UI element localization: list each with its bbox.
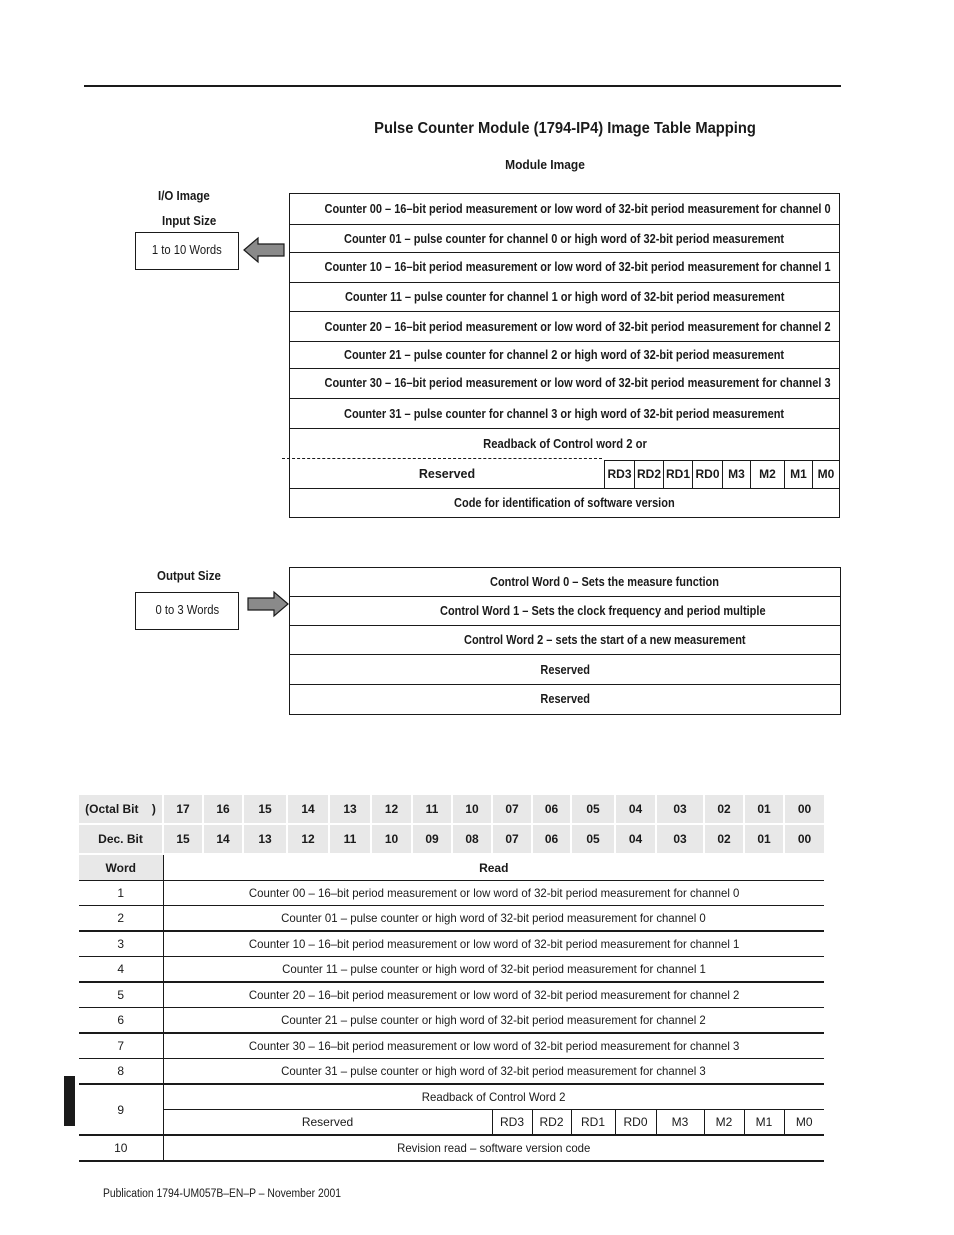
dec-bit: 05 — [571, 824, 615, 854]
top-rule — [84, 85, 841, 87]
bit-cell: M2 — [704, 1110, 744, 1136]
octal-bit: 05 — [571, 795, 615, 824]
input-size-value: 1 to 10 Words — [152, 243, 222, 257]
word-number: 9 — [79, 1084, 163, 1135]
table-row — [79, 1110, 824, 1136]
octal-bit: 07 — [492, 795, 532, 824]
word-number: 8 — [79, 1059, 163, 1085]
word-number: 2 — [79, 906, 163, 932]
word-description: Revision read – software version code — [163, 1135, 824, 1161]
dec-bit: 14 — [203, 824, 243, 854]
word-number: 3 — [79, 931, 163, 957]
dec-bit: 06 — [532, 824, 571, 854]
octal-bit: 14 — [287, 795, 329, 824]
readback-row — [290, 429, 839, 489]
bit-m2: M2 — [750, 460, 784, 488]
word-label: Word — [79, 854, 163, 881]
dashed-divider — [282, 458, 602, 459]
word-number: 4 — [79, 957, 163, 983]
octal-bit: 03 — [656, 795, 704, 824]
dec-bit-label: Dec. Bit — [79, 824, 163, 854]
bit-cell: RD1 — [571, 1110, 615, 1136]
output-size-box — [135, 592, 239, 630]
bit-m3: M3 — [722, 460, 750, 488]
word-number: 7 — [79, 1033, 163, 1059]
arrow-left-icon — [242, 236, 286, 264]
octal-bit: 01 — [744, 795, 784, 824]
output-image-table — [289, 567, 841, 715]
octal-bit: 13 — [329, 795, 371, 824]
bit-rd2: RD2 — [634, 460, 663, 488]
page-title: Pulse Counter Module (1794-IP4) Image Table Mapping — [374, 120, 756, 137]
dec-bit-row — [79, 824, 824, 854]
output-row-5: Reserved — [540, 692, 590, 706]
dec-bit: 00 — [784, 824, 824, 854]
word-description: Readback of Control Word 2 — [163, 1084, 824, 1110]
word-description: Counter 00 – 16–bit period measurement or low word of 32-bit period measurement for channel 0 — [163, 881, 824, 906]
dec-bit: 13 — [243, 824, 287, 854]
input-size-label: Input Size — [162, 214, 217, 228]
input-row-3: Counter 10 – 16–bit period measurement or low word of 32-bit period measurement for channel 1 — [290, 253, 839, 283]
input-row-5: Counter 20 – 16–bit period measurement or low word of 32-bit period measurement for channel 2 — [290, 312, 839, 342]
reserved-label: Reserved — [418, 467, 476, 481]
octal-bit: 00 — [784, 795, 824, 824]
bit-cell: M3 — [656, 1110, 704, 1136]
octal-bit: 12 — [371, 795, 412, 824]
octal-bit-row — [79, 795, 824, 824]
output-row-3: Control Word 2 – sets the start of a new measurement — [290, 626, 840, 655]
bit-m0: M0 — [812, 460, 839, 488]
read-label: Read — [163, 854, 824, 881]
table-row — [79, 957, 824, 983]
dec-bit: 08 — [452, 824, 492, 854]
output-row-4: Reserved — [290, 655, 840, 685]
dec-bit: 01 — [744, 824, 784, 854]
table-row — [79, 906, 824, 932]
dec-bit: 07 — [492, 824, 532, 854]
bit-cell: RD3 — [492, 1110, 532, 1136]
input-row-6: Counter 21 – pulse counter for channel 2 or high word of 32-bit period measurement — [290, 342, 839, 369]
bit-rd1: RD1 — [663, 460, 692, 488]
word-description: Counter 10 – 16–bit period measurement or low word of 32-bit period measurement for channel 1 — [163, 931, 824, 957]
table-row — [79, 881, 824, 906]
output-size-value: 0 to 3 Words — [155, 603, 219, 617]
word-description: Counter 01 – pulse counter or high word of 32-bit period measurement for channel 0 — [163, 906, 824, 932]
input-image-table — [289, 193, 840, 518]
table-row — [79, 1008, 824, 1034]
dec-bit: 11 — [329, 824, 371, 854]
publication-footer: Publication 1794-UM057B–EN–P – November 2001 — [103, 1188, 342, 1200]
octal-bit: 15 — [243, 795, 287, 824]
octal-bit-label: (Octal Bit ) — [79, 795, 163, 824]
table-row — [79, 982, 824, 1008]
octal-bit: 17 — [163, 795, 203, 824]
table-row — [79, 1059, 824, 1085]
dec-bit: 10 — [371, 824, 412, 854]
io-image-label: I/O Image — [158, 189, 210, 203]
output-row-2: Control Word 1 – Sets the clock frequency and period multiple — [290, 597, 840, 626]
readback-label: Readback of Control word 2 or — [482, 437, 647, 451]
word-description: Counter 31 – pulse counter or high word of 32-bit period measurement for channel 3 — [163, 1059, 824, 1085]
input-size-box — [135, 232, 239, 270]
word-description: Counter 21 – pulse counter or high word of 32-bit period measurement for channel 2 — [163, 1008, 824, 1034]
bit-rd3: RD3 — [604, 460, 634, 488]
word-header-row — [79, 854, 824, 881]
octal-bit: 06 — [532, 795, 571, 824]
table-row — [79, 1135, 824, 1161]
octal-bit: 11 — [412, 795, 452, 824]
output-row-1: Control Word 0 – Sets the measure function — [290, 568, 840, 597]
input-row-2: Counter 01 – pulse counter for channel 0 or high word of 32-bit period measurement — [290, 225, 839, 253]
octal-bit: 10 — [452, 795, 492, 824]
reserved-cell: Reserved — [163, 1110, 492, 1136]
bit-mapping-table — [79, 795, 824, 1162]
dec-bit: 02 — [704, 824, 744, 854]
module-image-label: Module Image — [505, 157, 585, 172]
bit-rd0: RD0 — [692, 460, 722, 488]
dec-bit: 04 — [615, 824, 656, 854]
table-row — [79, 1033, 824, 1059]
input-row-1: Counter 00 – 16–bit period measurement or low word of 32-bit period measurement for channel 0 — [290, 194, 839, 225]
bit-cell: RD0 — [615, 1110, 656, 1136]
input-row-7: Counter 30 – 16–bit period measurement or low word of 32-bit period measurement for channel 3 — [290, 369, 839, 399]
word-description: Counter 30 – 16–bit period measurement or low word of 32-bit period measurement for channel 3 — [163, 1033, 824, 1059]
bit-m1: M1 — [784, 460, 812, 488]
bit-cell: M1 — [744, 1110, 784, 1136]
word-number: 1 — [79, 881, 163, 906]
word-number: 6 — [79, 1008, 163, 1034]
word-number: 5 — [79, 982, 163, 1008]
dec-bit: 15 — [163, 824, 203, 854]
input-row-8: Counter 31 – pulse counter for channel 3 or high word of 32-bit period measurement — [290, 399, 839, 429]
bit-cell: RD2 — [532, 1110, 571, 1136]
output-size-label: Output Size — [157, 569, 221, 583]
octal-bit: 16 — [203, 795, 243, 824]
readback-bits — [290, 460, 839, 488]
arrow-right-icon — [246, 590, 290, 618]
version-row: Code for identification of software version — [454, 496, 675, 510]
input-row-4: Counter 11 – pulse counter for channel 1 or high word of 32-bit period measurement — [290, 283, 839, 312]
bit-cell: M0 — [784, 1110, 824, 1136]
table-row — [79, 1084, 824, 1110]
word-description: Counter 11 – pulse counter or high word of 32-bit period measurement for channel 1 — [163, 957, 824, 983]
octal-bit: 02 — [704, 795, 744, 824]
word-number: 10 — [79, 1135, 163, 1161]
octal-bit: 04 — [615, 795, 656, 824]
dec-bit: 09 — [412, 824, 452, 854]
table-row — [79, 931, 824, 957]
chapter-tab-marker — [64, 1076, 75, 1126]
dec-bit: 12 — [287, 824, 329, 854]
dec-bit: 03 — [656, 824, 704, 854]
word-description: Counter 20 – 16–bit period measurement or low word of 32-bit period measurement for channel 2 — [163, 982, 824, 1008]
